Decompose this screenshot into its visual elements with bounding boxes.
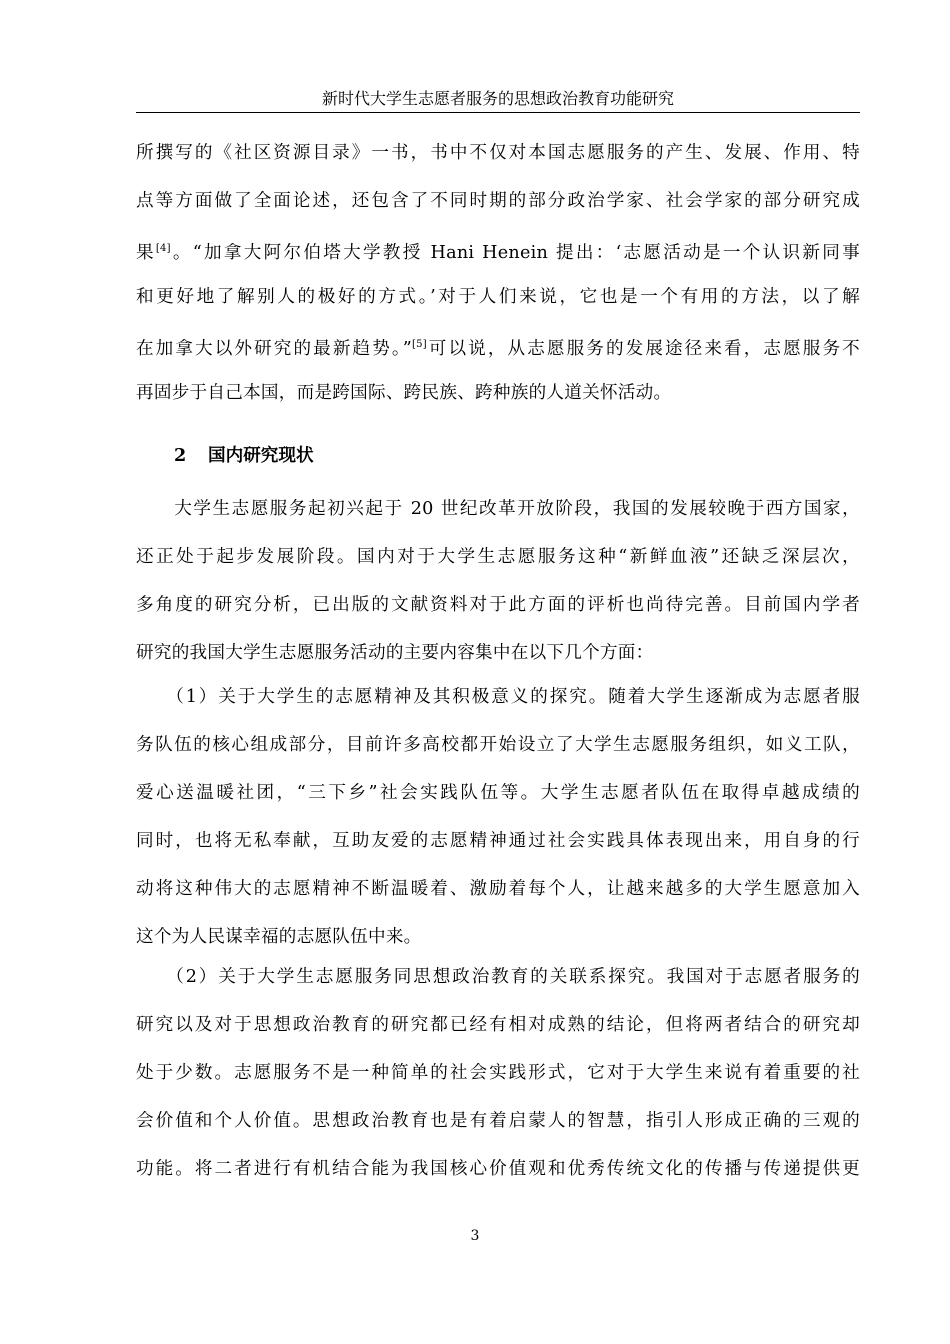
body-line: 在加拿大以外研究的最新趋势。”[5]可以说，从志愿服务的发展途径来看，志愿服务不 — [136, 338, 860, 359]
body-line: 还正处于起步发展阶段。国内对于大学生志愿服务这种“新鲜血液”还缺乏深层次， — [136, 547, 860, 567]
body-line: 果[4]。“加拿大阿尔伯塔大学教授 Hani Henein 提出：‘志愿活动是一个认识新同事 — [136, 242, 860, 263]
body-line: 同时，也将无私奉献，互助友爱的志愿精神通过社会实践具体表现出来，用自身的行 — [136, 831, 860, 851]
body-line: 和更好地了解别人的极好的方式。’对于人们来说，它也是一个有用的方法，以了解 — [136, 287, 860, 307]
citation-marker: [4] — [155, 243, 171, 254]
body-line: 多角度的研究分析，已出版的文献资料对于此方面的评析也尚待完善。目前国内学者 — [136, 595, 860, 615]
body-line: 再固步于自己本国，而是跨国际、跨民族、跨种族的人道关怀活动。 — [136, 383, 672, 403]
running-header: 新时代大学生志愿者服务的思想政治教育功能研究 — [321, 89, 674, 108]
body-line: 功能。将二者进行有机结合能为我国核心价值观和优秀传统文化的传播与传递提供更 — [136, 1159, 860, 1179]
body-line: 这个为人民谋幸福的志愿队伍中来。 — [136, 927, 422, 947]
body-line: 点等方面做了全面论述，还包含了不同时期的部分政治学家、社会学家的部分研究成 — [136, 191, 860, 211]
body-line: （1）关于大学生的志愿精神及其积极意义的探究。随着大学生逐渐成为志愿者服 — [136, 687, 860, 707]
citation-marker: [5] — [412, 339, 427, 350]
body-line: 处于少数。志愿服务不是一种简单的社会实践形式，它对于大学生来说有着重要的社 — [136, 1063, 860, 1083]
body-line: 所撰写的《社区资源目录》一书，书中不仅对本国志愿服务的产生、发展、作用、特 — [136, 143, 860, 163]
body-line: 大学生志愿服务起初兴起于 20 世纪改革开放阶段，我国的发展较晚于西方国家， — [136, 499, 860, 519]
section-heading — [174, 444, 314, 468]
section-number: 2 — [174, 445, 187, 466]
body-line: 研究的我国大学生志愿服务活动的主要内容集中在以下几个方面： — [136, 643, 654, 663]
body-line: （2）关于大学生志愿服务同思想政治教育的关联系探究。我国对于志愿者服务的 — [136, 967, 860, 987]
page-number: 3 — [470, 1228, 480, 1244]
body-line: 研究以及对于思想政治教育的研究都已经有相对成熟的结论，但将两者结合的研究却 — [136, 1015, 860, 1035]
body-line: 爱心送温暖社团，“三下乡”社会实践队伍等。大学生志愿者队伍在取得卓越成绩的 — [136, 783, 860, 803]
body-line: 会价值和个人价值。思想政治教育也是有着启蒙人的智慧，指引人形成正确的三观的 — [136, 1111, 860, 1131]
section-title: 国内研究现状 — [208, 445, 314, 466]
body-line: 务队伍的核心组成部分，目前许多高校都开始设立了大学生志愿服务组织，如义工队， — [136, 735, 860, 755]
body-line: 动将这种伟大的志愿精神不断温暖着、激励着每个人，让越来越多的大学生愿意加入 — [136, 879, 860, 899]
header-rule — [136, 112, 860, 113]
